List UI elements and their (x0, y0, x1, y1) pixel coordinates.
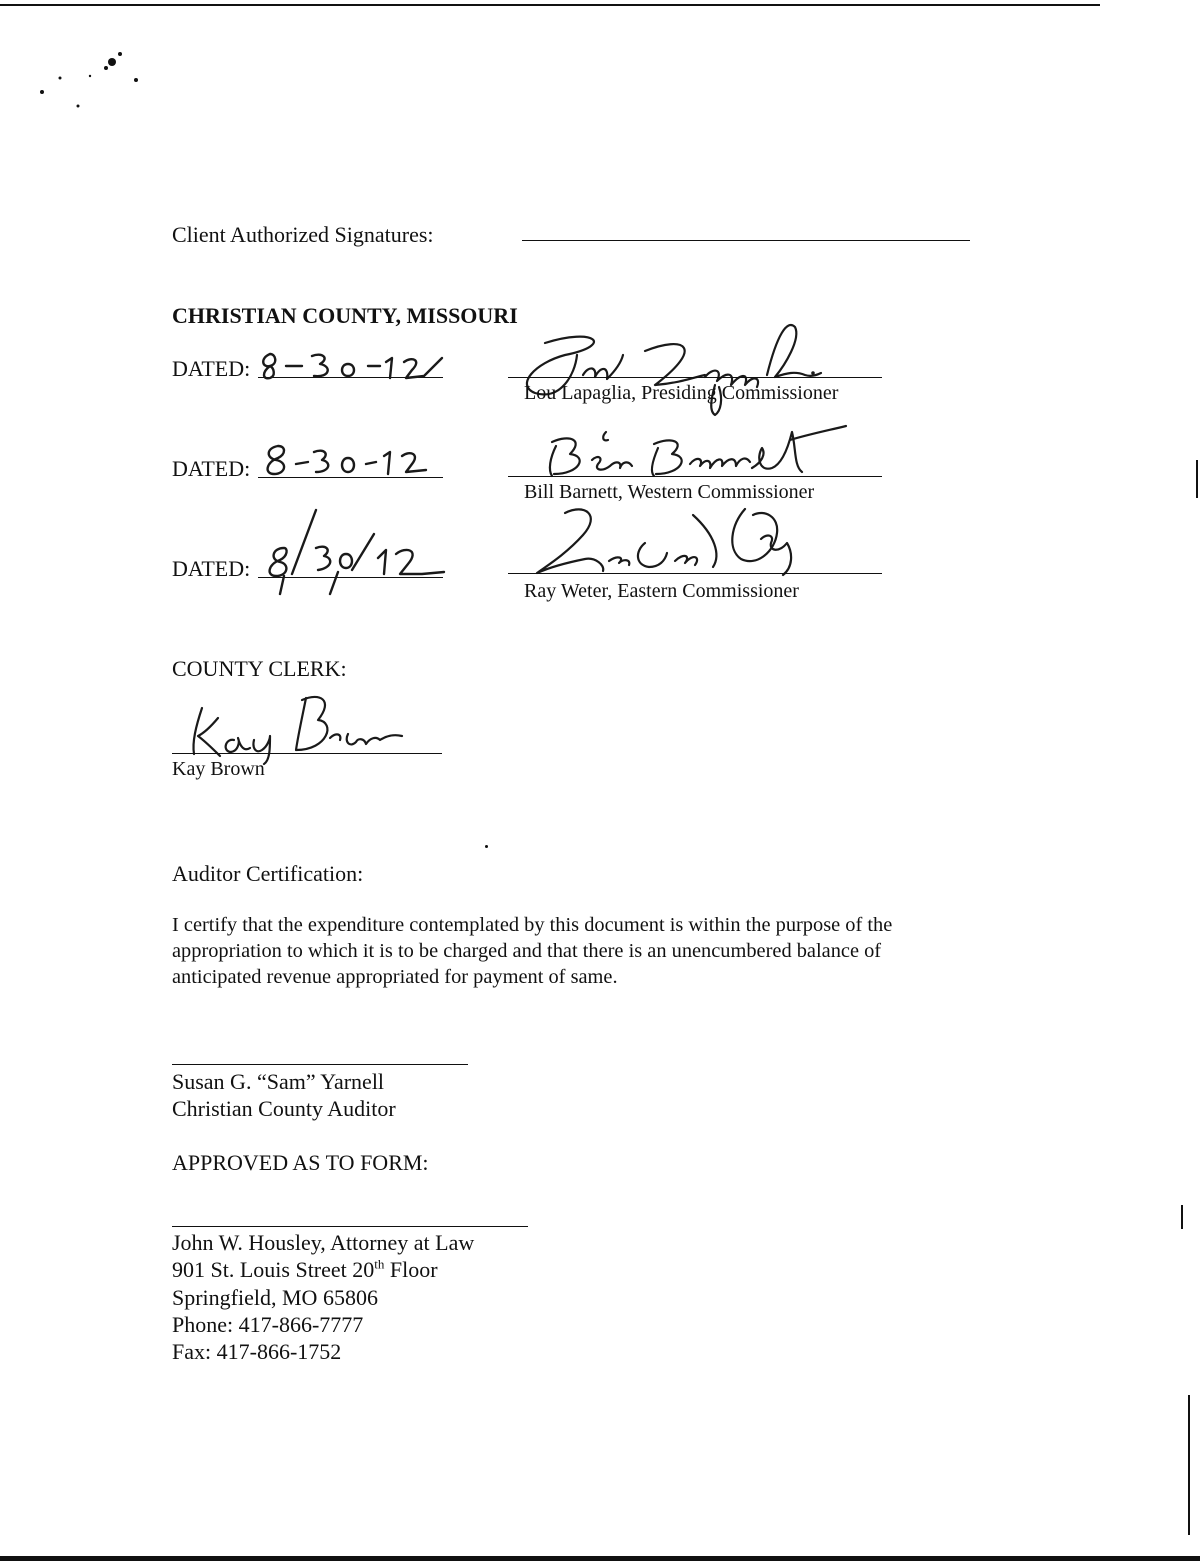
handwritten-date-3 (256, 508, 446, 598)
auditor-statement-line-1: I certify that the expenditure contemplated by this document is within the purpose of the (172, 914, 893, 936)
signature-bill-barnett (540, 418, 850, 488)
client-signature-line (522, 240, 970, 241)
attorney-signature-line (172, 1226, 528, 1227)
client-signatures-label: Client Authorized Signatures: (172, 222, 434, 247)
approved-label: APPROVED AS TO FORM: (172, 1150, 429, 1175)
scan-speck (485, 845, 488, 848)
scan-edge-mark (1188, 1395, 1190, 1535)
auditor-statement-line-2: appropriation to which it is to be charged and that there is an unencumbered balance of (172, 940, 882, 962)
scan-edge-mark (1196, 460, 1198, 498)
auditor-statement-line-3: anticipated revenue appropriated for payment of same. (172, 966, 618, 988)
signature-lou-lapaglia (505, 315, 845, 425)
signature-line-1 (508, 377, 882, 378)
scan-specks (30, 40, 150, 120)
clerk-name: Kay Brown (172, 758, 265, 780)
address-ordinal: th (374, 1256, 385, 1272)
auditor-signature-line (172, 1064, 468, 1065)
signature-kay-brown (180, 690, 420, 760)
signer-1: Lou Lapaglia, Presiding Commissioner (524, 382, 839, 404)
handwritten-date-1 (256, 348, 446, 384)
dated-label-2: DATED: (172, 456, 251, 481)
attorney-city: Springfield, MO 65806 (172, 1285, 378, 1310)
scan-top-border (0, 4, 1100, 6)
address-floor: Floor (384, 1257, 438, 1282)
scan-edge-mark (1181, 1205, 1183, 1229)
signer-3: Ray Weter, Eastern Commissioner (524, 580, 799, 602)
scan-bottom-border (0, 1556, 1200, 1561)
signature-line-2 (508, 476, 882, 477)
signer-2: Bill Barnett, Western Commissioner (524, 481, 815, 503)
county-clerk-label: COUNTY CLERK: (172, 656, 347, 681)
address-street: 901 St. Louis Street 20 (172, 1257, 375, 1282)
attorney-phone: Phone: 417-866-7777 (172, 1312, 364, 1337)
attorney-name: John W. Housley, Attorney at Law (172, 1230, 475, 1255)
dated-label-3: DATED: (172, 556, 251, 581)
dated-label-1: DATED: (172, 356, 251, 381)
auditor-name: Susan G. “Sam” Yarnell (172, 1069, 385, 1094)
clerk-signature-line (172, 753, 442, 754)
attorney-address (172, 1257, 438, 1283)
signature-line-3 (508, 573, 882, 574)
county-heading: CHRISTIAN COUNTY, MISSOURI (172, 303, 518, 328)
handwritten-date-2 (256, 440, 446, 480)
auditor-heading: Auditor Certification: (172, 861, 364, 886)
auditor-title: Christian County Auditor (172, 1096, 396, 1121)
attorney-fax: Fax: 417-866-1752 (172, 1339, 342, 1364)
